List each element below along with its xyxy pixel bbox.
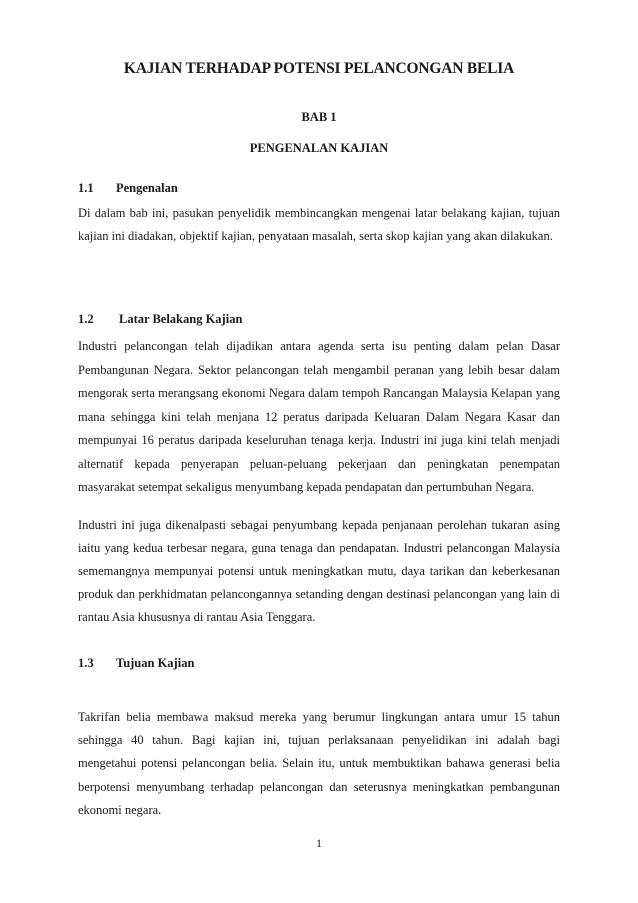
paragraph: Industri ini juga dikenalpasti sebagai penyumbang kepada penjanaan perolehan tukaran asing iaitu yang kedua terbesar negara, guna tenaga dan pendapatan. Industri pelancongan Malaysia sememangnya mempunyai potensi untuk meningkatkan mutu, daya tarikan dan keberkesanan produk dan perkhidmatan pelancongannya setanding dengan destinasi pelancongan yang lain di rantau Asia khususnya di rantau Asia Tenggara. <box>78 518 560 624</box>
section-heading-1-2 <box>78 312 242 327</box>
section-heading-1-3 <box>78 656 194 671</box>
paragraph: Industri pelancongan telah dijadikan antara agenda serta isu penting dalam pelan Dasar Pembangunan Negara. Sektor pelancongan telah mengambil peranan yang lebih besar dalam mengorak serta merangsang ekonomi Negara dalam tempoh Rancangan Malaysia Kelapan yang mana sehingga kini telah menjana 12 peratus daripada Keluaran Dalam Negara Kasar dan mempunyai 16 peratus daripada keseluruhan tenaga kerja. Industri ini juga kini telah menjadi alternatif kepada penyerapan peluan-peluang pekerjaan dan peningkatan penempatan masyarakat setempat sekaligus menyumbang kepada pendapatan dan pertumbuhan Negara. <box>78 339 560 494</box>
section-title: Tujuan Kajian <box>116 656 195 670</box>
paragraph: Takrifan belia membawa maksud mereka yang berumur lingkungan antara umur 15 tahun sehingga 40 tahun. Bagi kajian ini, tujuan perlaksanaan penyelidikan ini adalah bagi mengetahui potensi pelancongan belia. Selain itu, untuk membuktikan bahawa generasi belia berpotensi menyumbang terhadap pelancongan dan seterusnya meningkatkan pembangunan ekonomi negara. <box>78 710 560 817</box>
chapter-number: BAB 1 <box>301 110 337 124</box>
section-number: 1.3 <box>78 656 94 670</box>
section-title: Latar Belakang Kajian <box>119 312 243 326</box>
section-title: Pengenalan <box>116 181 178 195</box>
paragraph: Di dalam bab ini, pasukan penyelidik membincangkan mengenai latar belakang kajian, tujuan kajian ini diadakan, objektif kajian, penyataan masalah, serta skop kajian yang akan dilakukan. <box>78 206 560 243</box>
section-heading-1-1 <box>78 181 178 196</box>
section-number: 1.1 <box>78 181 94 195</box>
document-title: KAJIAN TERHADAP POTENSI PELANCONGAN BELIA <box>123 60 515 77</box>
chapter-title: PENGENALAN KAJIAN <box>249 141 389 155</box>
section-number: 1.2 <box>78 312 94 326</box>
page-number: 1 <box>316 836 322 850</box>
